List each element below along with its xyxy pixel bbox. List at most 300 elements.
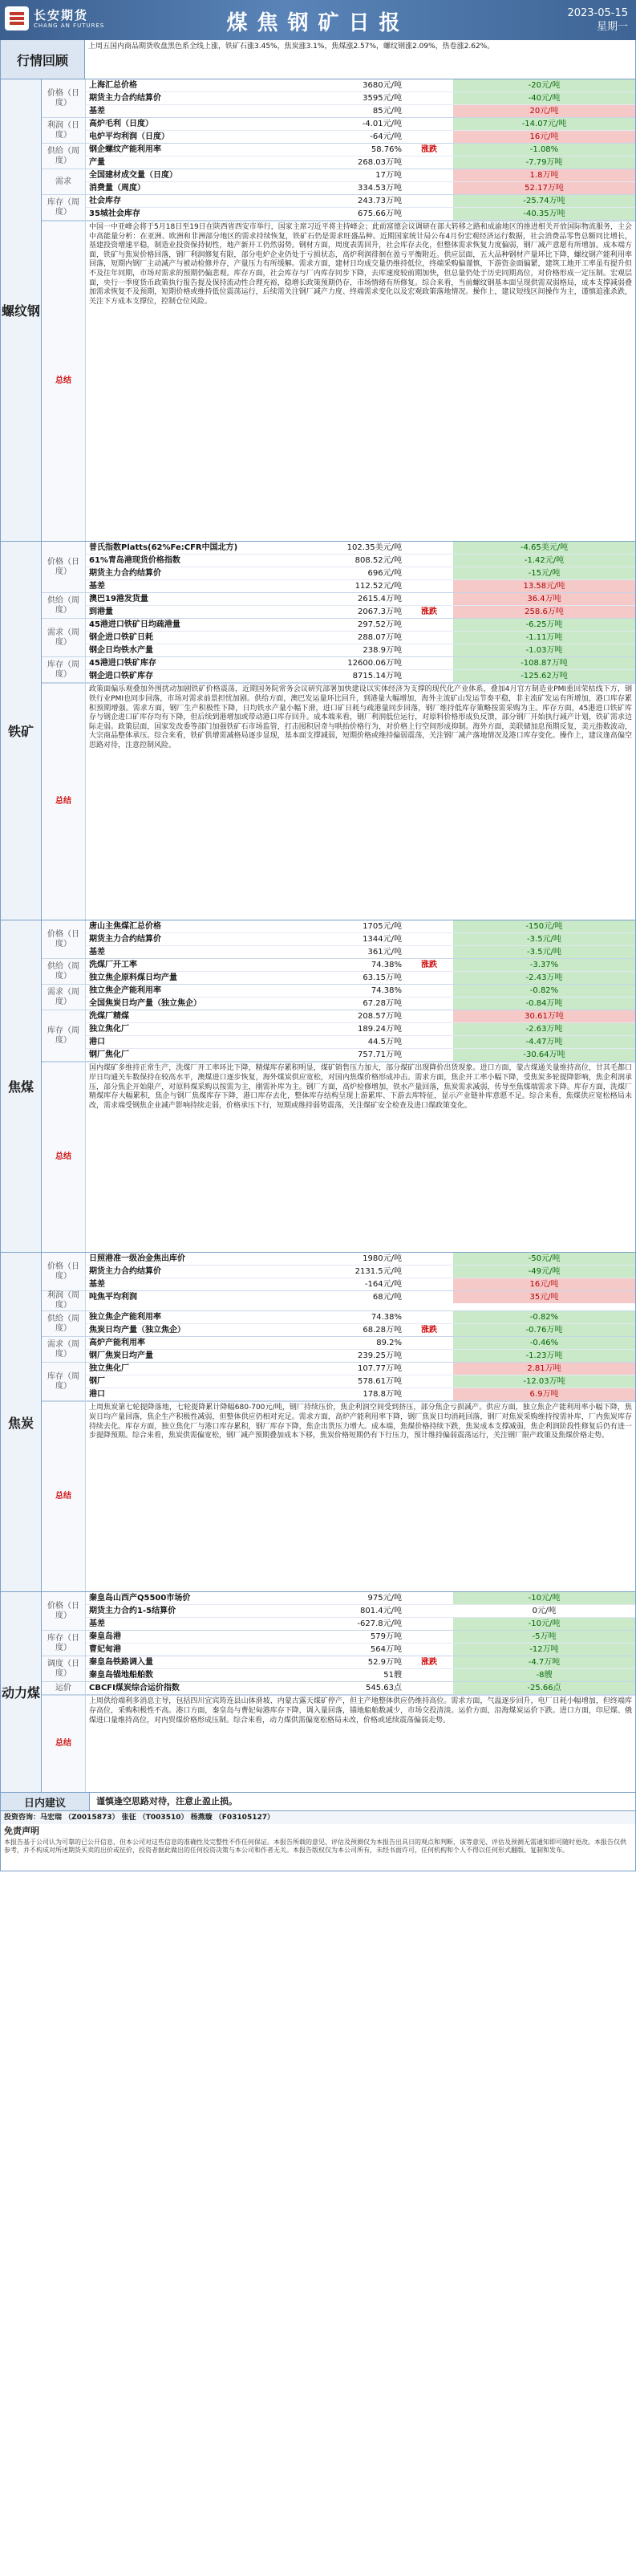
indicator-name: 45港进口铁矿日均疏港量 <box>89 620 180 630</box>
table-row <box>86 79 635 92</box>
indicator-change: -10元/吨 <box>453 1618 635 1630</box>
table-row <box>86 1592 635 1605</box>
summary-label: 总结 <box>42 1402 86 1591</box>
indicator-change: -0.46% <box>453 1337 635 1349</box>
indicator-category: 价格（日度） <box>42 79 86 117</box>
indicator-name: 曹妃甸港 <box>89 1645 121 1655</box>
market-review-label: 行情回顾 <box>1 40 85 79</box>
report-date <box>567 6 628 34</box>
indicator-group <box>42 1682 635 1695</box>
market-review <box>0 40 636 79</box>
indicator-name: 期货主力合约结算价 <box>89 1267 161 1277</box>
indicator-name: 港口 <box>89 1390 105 1400</box>
indicator-value: 63.15万吨 <box>363 973 402 983</box>
change-label <box>405 946 453 958</box>
indicator-category: 库存（日度） <box>42 1631 86 1656</box>
indicator-name: 钢厂 <box>89 1377 105 1387</box>
table-row <box>86 1324 635 1336</box>
indicator-category: 需求（周度） <box>42 1337 86 1362</box>
indicator-value: 85元/吨 <box>372 107 402 116</box>
indicator-change: 2.81万吨 <box>453 1363 635 1375</box>
summary-section <box>42 683 635 920</box>
indicator-category: 价格（日度） <box>42 542 86 592</box>
table-row <box>86 1631 635 1644</box>
indicator-value: 334.53万吨 <box>358 184 402 193</box>
change-label <box>405 208 453 220</box>
indicator-value: 67.28万吨 <box>363 999 402 1009</box>
indicator-name: 到港量 <box>89 607 113 617</box>
indicator-change: -40元/吨 <box>453 92 635 104</box>
indicator-change: -0.76万吨 <box>453 1324 635 1336</box>
indicator-name: 钢企日均铁水产量 <box>89 646 153 656</box>
indicator-name: 61%青岛港现货价格指数 <box>89 556 180 566</box>
table-row <box>86 946 635 958</box>
change-label <box>405 1682 453 1694</box>
indicator-value: 17万吨 <box>375 171 402 180</box>
summary-section <box>42 221 635 541</box>
change-label <box>405 1388 453 1400</box>
change-label <box>405 1291 453 1303</box>
indicator-group <box>42 1592 635 1631</box>
indicator-value: 675.66万吨 <box>358 209 402 218</box>
indicator-name: 基差 <box>89 107 105 116</box>
summary-label: 总结 <box>42 1062 86 1252</box>
summary-text: 中国一中亚峰会将于5月18日至19日在陕西省西安市举行，国家主席习近平将主持峰会；此前富德会议调研在部大转移之路和成渝地区的推进相关开放国际物流服务，主会中高能量分析：在亚洲、欧洲和非洲部分地区的需求持续恢复，铁矿石仍是需求旺盛品种。近期国家统计局公布4月份宏观经济运行数据，社会消费品零售总额同比增长，基建投资增速平稳，制造业投资保持韧性，地产新开工仍然弱势。钢材方面，周度表需回升，社会库存去化，但整体需求恢复力度偏弱，钢厂减产意愿有所增加。成本端方面，铁矿与焦炭价格回落，钢厂利润修复有限，部分电炉企业仍处于亏损状态，高炉利润徘徊在盈亏平衡附近。供应层面，五大品种钢材产量环比下降，螺纹钢产能利用率回落，短期内钢厂主动减产与被动检修并存，产量压力有所缓解。需求方面，建材日均成交量仍维持低位，终端采购偏谨慎，下游资金面偏紧，建筑工地开工率虽有提升但不及往年同期，市场对需求的预期仍偏悲观。库存方面，社会库存与厂内库存同步下降，去库速度较前期加快，但总量仍处于历史同期高位，对价格形成一定压制。宏观层面，央行一季度货币政策执行报告提及保持流动性合理充裕，稳增长政策预期仍存，市场情绪有所修复。综合来看，当前螺纹钢基本面呈现供需双弱格局，成本支撑减弱叠加需求恢复不及预期，短期价格或维持低位震荡运行，后续需关注钢厂减产力度、终端需求变化以及宏观政策落地情况。操作上，建议短线区间操作为主，谨慎追涨杀跌，关注下方成本支撑位，控制仓位风险。 <box>89 223 632 306</box>
change-label <box>405 657 453 669</box>
table-row <box>86 195 635 208</box>
table-row <box>86 118 635 131</box>
indicator-value: 178.8万吨 <box>363 1390 402 1400</box>
indicator-name: 澳巴19港发货量 <box>89 595 148 604</box>
indicator-name: 独立焦企产能利用率 <box>89 1313 161 1323</box>
indicator-change: -7.79万吨 <box>453 156 635 169</box>
indicator-category: 价格（日度） <box>42 1592 86 1630</box>
indicator-group <box>42 1363 635 1401</box>
commodity-name: 动力煤 <box>1 1592 42 1792</box>
indicator-category: 需求（周度） <box>42 619 86 656</box>
indicator-value: 58.76% <box>371 145 402 154</box>
change-label <box>405 670 453 682</box>
change-label <box>405 920 453 932</box>
indicator-change: 52.17万吨 <box>453 182 635 194</box>
indicator-name: 期货主力合约结算价 <box>89 94 161 103</box>
indicator-change: -0.84万吨 <box>453 997 635 1010</box>
indicator-group <box>42 1291 635 1311</box>
indicator-value: -4.01元/吨 <box>362 120 402 128</box>
indicator-name: 秦皇岛铁路调入量 <box>89 1658 153 1668</box>
indicator-category: 供给（周度） <box>42 593 86 618</box>
summary-section <box>42 1401 635 1591</box>
indicator-name: 期货主力合约结算价 <box>89 569 161 579</box>
indicator-name: 电炉平均利润（日度） <box>89 132 169 141</box>
indicator-change: 30.61万吨 <box>453 1010 635 1022</box>
indicator-change: -1.03万吨 <box>453 644 635 656</box>
indicator-change: -0.82% <box>453 1311 635 1323</box>
table-row <box>86 997 635 1010</box>
table-row <box>86 144 635 156</box>
weekday-value: 星期一 <box>596 21 628 33</box>
report-title: 煤焦钢矿日报 <box>226 11 410 35</box>
indicator-name: 独立焦化厂 <box>89 1364 129 1374</box>
indicator-name: 港口 <box>89 1038 105 1047</box>
indicator-name: 基差 <box>89 1280 105 1290</box>
intraday-advice <box>0 1793 636 1811</box>
change-label <box>405 1023 453 1035</box>
indicator-change: -5万吨 <box>453 1631 635 1643</box>
indicator-group <box>42 959 635 985</box>
summary-text: 国内煤矿多维持正常生产，洗煤厂开工率环比下降，精煤库存累积明显，煤矿销售压力加大，部分煤矿出现降价出货现象。进口方面，蒙古煤通关量维持高位，甘其毛都口岸日均通关车数保持在较高水平，澳煤进口逐步恢复，海外煤炭供应宽松，对国内焦煤价格形成冲击。需求方面，焦企开工率小幅下降，受焦炭多轮提降影响，焦企利润承压，部分焦企开始限产，对原料煤采购以按需为主，刚需补库为主。钢厂方面，高炉检修增加，铁水产量回落，焦炭需求减弱，传导至焦煤端需求下降。库存方面，洗煤厂精煤库存大幅累积，焦企与钢厂焦煤库存下降，港口库存去化，整体库存结构呈现上游累库、下游去库特征，显示产业链补库意愿不足。综合来看，焦煤供应宽松格局未改，需求端受钢焦企业减产影响持续走弱，价格承压下行，短期或维持弱势震荡，关注煤矿安全检查及进口煤政策变化。 <box>89 1064 632 1110</box>
summary-text: 上周焦炭第七轮提降落地，七轮提降累计降幅680-700元/吨，钢厂持续压价，焦企利润空间受到挤压，部分焦企亏损减产。供应方面，独立焦企产能利用率小幅下降，焦炭日均产量回落，焦企生产积极性减弱，但整体供应仍相对充足。需求方面，高炉产能利用率下降，钢厂焦炭日均消耗回落，钢厂对焦炭采购维持按需补库，厂内焦炭库存持续去化。库存方面，独立焦化厂与港口库存累积，钢厂库存下降，焦企出货压力增大。成本端，焦煤价格持续下跌，焦炭成本支撑减弱，焦企利润阶段性修复后仍有进一步提降预期。综合来看，焦炭供需偏宽松，钢厂减产预期叠加成本下移，焦炭价格短期仍有下行压力，预计维持偏弱震荡运行，关注钢厂限产政策及焦煤价格走势。 <box>89 1404 632 1440</box>
indicator-category: 库存（周度） <box>42 1010 86 1061</box>
indicator-change: -1.11万吨 <box>453 632 635 644</box>
table-row <box>86 1337 635 1350</box>
indicator-value: 74.38% <box>371 986 402 996</box>
table-row <box>86 632 635 644</box>
table-row <box>86 567 635 580</box>
table-row <box>86 920 635 933</box>
indicator-value: 3680元/吨 <box>363 81 402 90</box>
change-label <box>405 131 453 143</box>
table-row <box>86 1023 635 1036</box>
disclaimer-title: 免责声明 <box>0 1824 636 1839</box>
change-label <box>405 1375 453 1388</box>
table-row <box>86 169 635 182</box>
indicator-name: 钢企进口铁矿日耗 <box>89 633 153 643</box>
change-label <box>405 593 453 605</box>
table-row <box>86 1375 635 1388</box>
table-row <box>86 1049 635 1061</box>
indicator-name: 基差 <box>89 948 105 957</box>
table-row <box>86 644 635 656</box>
date-value: 2023-05-15 <box>567 7 628 19</box>
change-label <box>405 1266 453 1278</box>
table-row <box>86 1644 635 1656</box>
indicator-value: 696元/吨 <box>367 569 402 579</box>
change-label <box>405 195 453 207</box>
change-label <box>405 1592 453 1604</box>
commodity-name: 螺纹钢 <box>1 79 42 541</box>
market-review-text: 上周五国内商品期货收盘黑色系全线上涨，铁矿石涨3.45%，焦炭涨3.1%，焦煤涨2.57%，螺纹钢涨2.09%，热卷涨2.62%。 <box>88 43 495 51</box>
indicator-group <box>42 195 635 221</box>
indicator-value: 579万吨 <box>370 1632 402 1642</box>
change-label <box>405 118 453 130</box>
indicator-change: -14.07元/吨 <box>453 118 635 130</box>
indicator-value: 361元/吨 <box>367 948 402 957</box>
indicator-name: 35城社会库存 <box>89 209 140 218</box>
summary-text: 上周供给端利多消息主导，包括四川宜宾筠连县山体滑坡、内蒙古露天煤矿停产，但主产地整体供应仍维持高位。需求方面，气温逐步回升，电厂日耗小幅增加，但终端库存高位，采购积极性不高。港口方面，秦皇岛与曹妃甸港库存下降，调入量回落，锚地船舶数减少，市场交投清淡。运价方面，沿海煤炭运价下跌。进口方面，印尼煤、俄煤进口量维持高位，对内贸煤价格形成压制。综合来看，动力煤供需偏宽松格局未改，价格或延续震荡偏弱走势。 <box>89 1697 632 1725</box>
indicator-name: 日照港准一级冶金焦出库价 <box>89 1254 185 1264</box>
indicator-value: 2131.5元/吨 <box>354 1267 402 1277</box>
change-label <box>405 79 453 91</box>
table-row <box>86 619 635 632</box>
indicator-value: 68元/吨 <box>372 1293 402 1302</box>
indicator-change: -20元/吨 <box>453 79 635 91</box>
indicator-change: -10元/吨 <box>453 1592 635 1604</box>
table-row <box>86 593 635 606</box>
indicator-change: -40.35万吨 <box>453 208 635 220</box>
change-label <box>405 1049 453 1061</box>
change-label: 涨跌 <box>421 607 437 617</box>
indicator-value: 238.9万吨 <box>363 646 402 656</box>
indicator-change: -6.25万吨 <box>453 619 635 631</box>
change-label <box>405 580 453 592</box>
change-label: 涨跌 <box>421 1658 437 1668</box>
indicator-change: -25.74万吨 <box>453 195 635 207</box>
indicator-value: 74.38% <box>371 961 402 970</box>
indicator-name: 焦炭日均产量（独立焦企） <box>89 1326 185 1335</box>
indicator-category: 库存（周度） <box>42 195 86 220</box>
indicator-group <box>42 169 635 195</box>
change-label <box>405 1631 453 1643</box>
indicator-name: 期货主力合约1-5结算价 <box>89 1607 176 1616</box>
indicator-value: 2615.4万吨 <box>358 595 402 604</box>
indicator-value: 2067.3万吨 <box>358 607 402 617</box>
change-label <box>405 1253 453 1265</box>
indicator-change: 16元/吨 <box>453 1278 635 1290</box>
indicator-name: 洗煤厂精煤 <box>89 1012 129 1022</box>
logo-text-cn: 长安期货 <box>34 8 89 22</box>
indicator-change: -2.43万吨 <box>453 972 635 984</box>
indicator-name: 洗煤厂开工率 <box>89 961 137 970</box>
table-row <box>86 580 635 592</box>
indicator-group <box>42 79 635 118</box>
indicator-change: -8艘 <box>453 1669 635 1681</box>
indicator-name: 基差 <box>89 582 105 591</box>
indicator-name: 基差 <box>89 1619 105 1629</box>
change-label <box>405 933 453 945</box>
indicator-category: 库存（周度） <box>42 657 86 682</box>
table-row <box>86 1253 635 1266</box>
table-row <box>86 1363 635 1375</box>
indicator-name: 钢企进口铁矿库存 <box>89 672 153 681</box>
indicator-group <box>42 144 635 169</box>
indicator-value: 44.5万吨 <box>367 1038 402 1047</box>
summary-section <box>42 1062 635 1252</box>
change-label <box>405 542 453 554</box>
change-label <box>405 567 453 579</box>
indicator-value: 545.63点 <box>366 1684 402 1693</box>
indicator-change: -12万吨 <box>453 1644 635 1656</box>
summary-label: 总结 <box>42 684 86 920</box>
indicator-group <box>42 920 635 959</box>
indicator-value: 74.38% <box>371 1313 402 1323</box>
table-row <box>86 555 635 567</box>
indicator-value: 578.61万吨 <box>358 1377 402 1387</box>
indicator-category: 需求（周度） <box>42 985 86 1010</box>
indicator-name: 钢企螺纹产能利用率 <box>89 145 161 154</box>
table-row <box>86 1291 635 1303</box>
indicator-change: 258.6万吨 <box>453 606 635 618</box>
summary-section <box>42 1695 635 1792</box>
commodity-name: 铁矿 <box>1 542 42 920</box>
indicator-value: 208.57万吨 <box>358 1012 402 1022</box>
indicator-value: 801.4元/吨 <box>360 1607 402 1616</box>
table-row <box>86 985 635 997</box>
indicator-category: 价格（日度） <box>42 1253 86 1290</box>
indicator-value: 288.07万吨 <box>358 633 402 643</box>
indicator-name: 全国焦炭日均产量（独立焦企） <box>89 999 201 1009</box>
disclaimer-text: 本报告基于公司认为可靠的已公开信息，但本公司对这些信息的准确性及完整性不作任何保证。本报告所载的意见、评估及预测仅为本报告出具日的观点和判断，该等意见、评估及预测无需通知即可随时更改。本报告仅供参考，并不构成对所述期货买卖的出价或征价，投资者据此做出的任何投资决策与本公司和作者无关。本报告版权仅为本公司所有，未经书面许可，任何机构和个人不得以任何形式翻版、复制和发布。 <box>0 1839 636 1871</box>
change-label <box>405 1350 453 1362</box>
indicator-change: 35元/吨 <box>453 1291 635 1303</box>
table-row <box>86 131 635 143</box>
table-row <box>86 1266 635 1278</box>
table-row <box>86 92 635 105</box>
indicator-group <box>42 657 635 683</box>
table-row <box>86 972 635 984</box>
table-row <box>86 1036 635 1049</box>
indicator-group <box>42 1311 635 1337</box>
indicator-name: 秦皇岛山西产Q5500市场价 <box>89 1594 191 1603</box>
table-row <box>86 208 635 220</box>
indicator-category: 供给（周度） <box>42 144 86 169</box>
commodity-name: 焦炭 <box>1 1253 42 1591</box>
indicator-change: 1.8万吨 <box>453 169 635 181</box>
indicator-name: 产量 <box>89 158 105 167</box>
change-label <box>405 169 453 181</box>
indicator-name: 独立焦企原料煤日均产量 <box>89 973 177 983</box>
commodity-section <box>0 79 636 542</box>
indicator-value: 1705元/吨 <box>363 922 402 932</box>
table-row <box>86 1618 635 1630</box>
indicator-change: -3.37% <box>453 959 635 971</box>
indicator-value: 1980元/吨 <box>363 1254 402 1264</box>
change-label <box>405 105 453 117</box>
indicator-category: 利润（日度） <box>42 118 86 143</box>
intraday-advice-label: 日内建议 <box>1 1793 90 1810</box>
change-label <box>405 972 453 984</box>
indicator-value: 975元/吨 <box>367 1594 402 1603</box>
indicator-value: 268.03万吨 <box>358 158 402 167</box>
indicator-name: 吨焦平均利润 <box>89 1293 137 1302</box>
change-label <box>405 92 453 104</box>
indicator-group <box>42 542 635 593</box>
indicator-change: 13.58元/吨 <box>453 580 635 592</box>
table-row <box>86 1656 635 1669</box>
indicator-value: 239.25万吨 <box>358 1351 402 1361</box>
indicator-name: 期货主力合约结算价 <box>89 935 161 945</box>
change-label <box>405 1363 453 1375</box>
indicator-name: 消费量（周度） <box>89 184 145 193</box>
logo-text-en: CHANG AN FUTURES <box>34 22 105 29</box>
indicator-group <box>42 1656 635 1682</box>
indicator-name: 社会库存 <box>89 197 121 205</box>
indicator-category: 库存（周度） <box>42 1363 86 1400</box>
change-label <box>405 1669 453 1681</box>
indicator-value: 68.28万吨 <box>363 1326 402 1335</box>
table-row <box>86 1010 635 1023</box>
indicator-group <box>42 118 635 144</box>
summary-label: 总结 <box>42 221 86 541</box>
indicator-name: 上海汇总价格 <box>89 81 137 90</box>
table-row <box>86 1669 635 1681</box>
analyst-contacts: 投资咨询：马宏瑞 （Z0015873） 张征 （T003510） 杨燕璇 （F03105127） <box>0 1811 636 1824</box>
table-row <box>86 606 635 618</box>
indicator-change: -50元/吨 <box>453 1253 635 1265</box>
indicator-name: 高炉毛利（日度） <box>89 120 153 128</box>
indicator-change: -3.5元/吨 <box>453 946 635 958</box>
indicator-name: 钢厂焦化厂 <box>89 1050 129 1060</box>
indicator-change: 0元/吨 <box>532 1607 557 1616</box>
indicator-group <box>42 985 635 1010</box>
indicator-change: -25.66点 <box>453 1682 635 1694</box>
indicator-value: 52.9万吨 <box>367 1658 402 1668</box>
indicator-group <box>42 619 635 657</box>
indicator-value: 89.2% <box>376 1339 402 1348</box>
summary-label: 总结 <box>42 1696 86 1792</box>
indicator-name: 唐山主焦煤汇总价格 <box>89 922 161 932</box>
indicator-value: -164元/吨 <box>364 1280 402 1290</box>
indicator-value: 808.52元/吨 <box>354 556 402 566</box>
table-row <box>86 657 635 670</box>
indicator-value: 1344元/吨 <box>363 935 402 945</box>
table-row <box>86 933 635 946</box>
indicator-change: -4.65美元/吨 <box>453 542 635 554</box>
indicator-value: 243.73万吨 <box>358 197 402 205</box>
indicator-name: 全国建材成交量（日度） <box>89 171 177 180</box>
indicator-change: -49元/吨 <box>453 1266 635 1278</box>
indicator-group <box>42 1253 635 1291</box>
indicator-change: -0.82% <box>453 985 635 997</box>
indicator-change: -1.23万吨 <box>453 1350 635 1362</box>
indicator-change: -30.64万吨 <box>453 1049 635 1061</box>
change-label <box>405 156 453 169</box>
table-row <box>86 1311 635 1324</box>
indicator-value: 102.35美元/吨 <box>346 543 402 553</box>
table-row <box>86 959 635 972</box>
indicator-group <box>42 1337 635 1363</box>
indicator-name: 秦皇岛锚地船舶数 <box>89 1671 153 1680</box>
change-label <box>405 1036 453 1048</box>
indicator-group <box>42 1631 635 1656</box>
indicator-value: -627.8元/吨 <box>357 1619 402 1629</box>
indicator-change: -4.47万吨 <box>453 1036 635 1048</box>
table-row <box>86 1605 635 1618</box>
indicator-value: 107.77万吨 <box>358 1364 402 1374</box>
indicator-value: 757.71万吨 <box>358 1050 402 1060</box>
commodity-sections <box>0 79 636 1793</box>
indicator-value: 112.52元/吨 <box>354 582 402 591</box>
indicator-value: 3595元/吨 <box>363 94 402 103</box>
indicator-name: 秦皇岛港 <box>89 1632 121 1642</box>
change-label <box>405 632 453 644</box>
change-label <box>405 1010 453 1022</box>
change-label <box>405 1644 453 1656</box>
indicator-name: 钢厂焦炭日均产量 <box>89 1351 153 1361</box>
indicator-value: 297.52万吨 <box>358 620 402 630</box>
indicator-group <box>42 1010 635 1062</box>
indicator-category: 供给（周度） <box>42 959 86 984</box>
indicator-value: 189.24万吨 <box>358 1025 402 1034</box>
indicator-value: 8715.14万吨 <box>352 672 402 681</box>
indicator-change: 16元/吨 <box>453 131 635 143</box>
indicator-change: -15元/吨 <box>453 567 635 579</box>
indicator-group <box>42 593 635 619</box>
change-label <box>405 1337 453 1349</box>
indicator-category: 利润（周度） <box>42 1291 86 1310</box>
indicator-value: 564万吨 <box>370 1645 402 1655</box>
indicator-name: 独立焦化厂 <box>89 1025 129 1034</box>
indicator-name: 独立焦企产能利用率 <box>89 986 161 996</box>
commodity-name: 焦煤 <box>1 920 42 1252</box>
change-label <box>405 182 453 194</box>
table-row <box>86 1278 635 1290</box>
table-row <box>86 1350 635 1362</box>
table-row <box>86 1388 635 1400</box>
indicator-name: 45港进口铁矿库存 <box>89 659 156 668</box>
table-row <box>86 670 635 682</box>
indicator-category: 价格（日度） <box>42 920 86 958</box>
